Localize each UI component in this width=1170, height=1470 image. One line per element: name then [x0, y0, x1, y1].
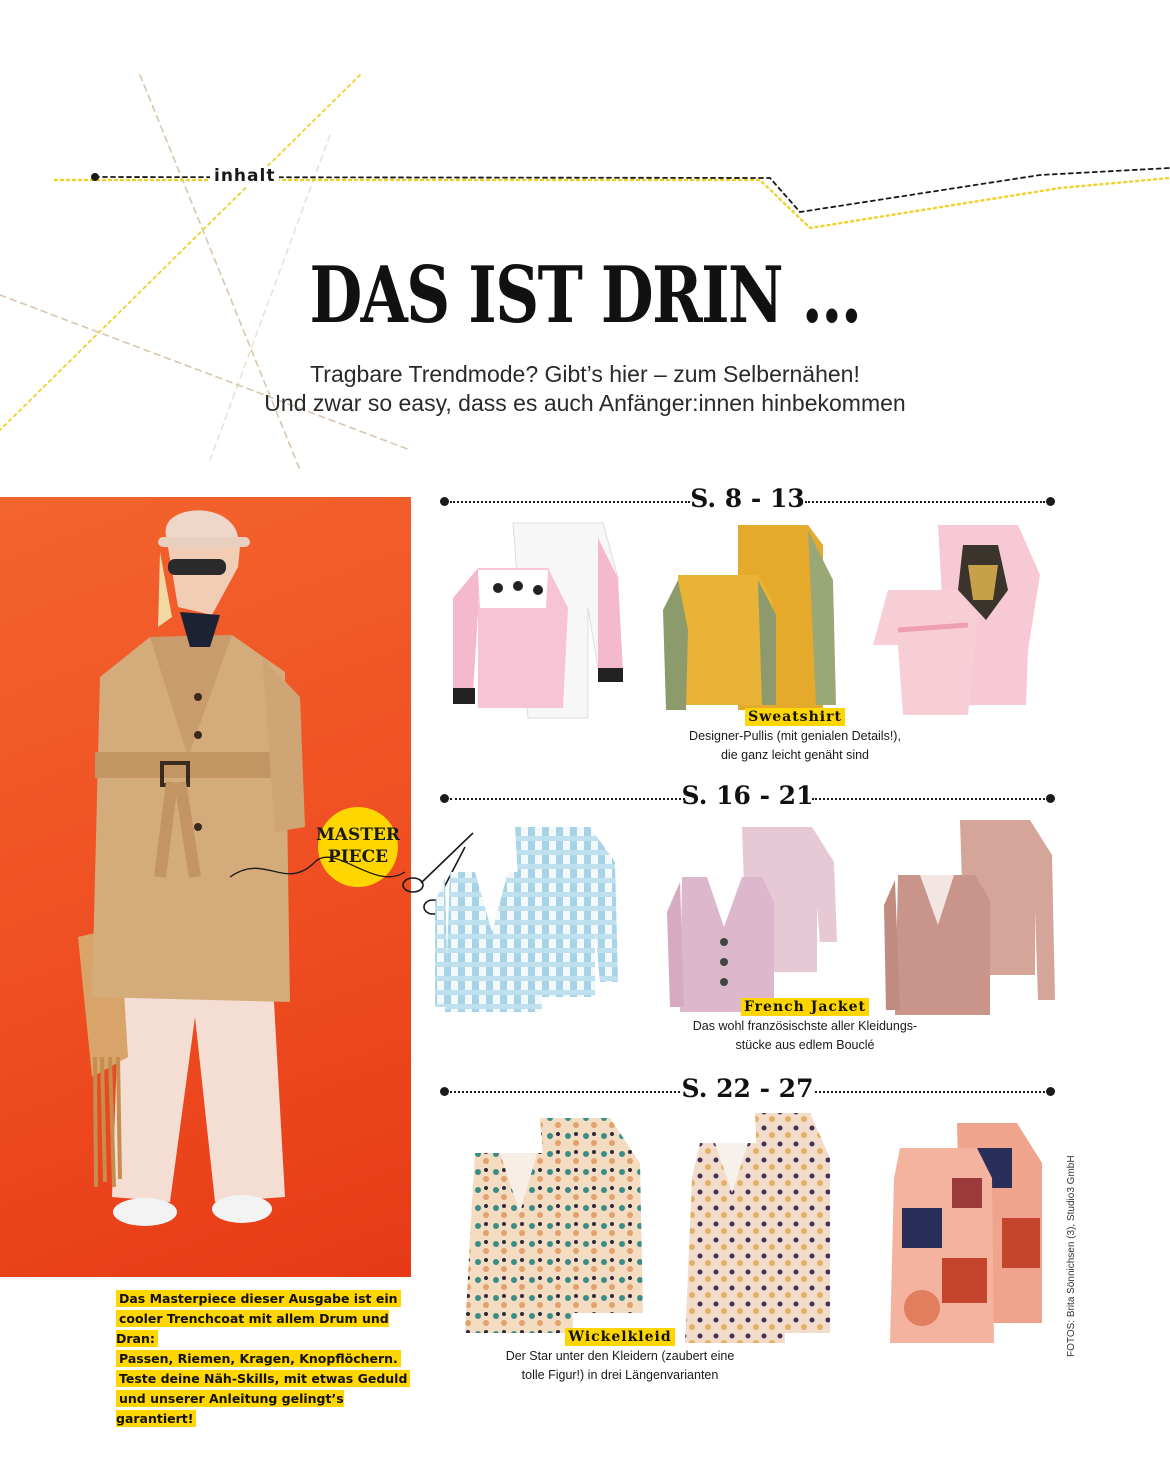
badge-line-1: MASTER	[315, 825, 401, 845]
photo-credit: FOTOS: Brita Sönnichsen (3), Studio3 GmbH	[1066, 1155, 1077, 1357]
item-desc-line-2: die ganz leicht genäht sind	[720, 748, 870, 762]
product-jacket-lilac	[662, 822, 852, 1017]
masterpiece-caption	[116, 1289, 416, 1429]
badge-line-2: PIECE	[327, 847, 389, 867]
item-desc-line-1: Der Star unter den Kleidern (zaubert eine	[505, 1349, 735, 1363]
page-range-label: S. 16 - 21	[681, 781, 814, 810]
subtitle-line-1: Tragbare Trendmode? Gibt’s hier – zum Selbernähen!	[310, 361, 860, 387]
product-tshirt-tiger-patch	[868, 520, 1048, 720]
section-tag: inhalt	[210, 166, 279, 186]
item-desc-line-2: stücke aus edlem Bouclé	[735, 1038, 875, 1052]
page-range-header-3	[440, 1074, 1055, 1104]
page-range-label: S. 8 - 13	[690, 484, 805, 513]
product-wrap-dress-geometric	[882, 1118, 1047, 1348]
page-range-label: S. 22 - 27	[681, 1074, 814, 1103]
item-desc-line-1: Das wohl französischste aller Kleidungs-	[692, 1019, 918, 1033]
masterpiece-hero-photo	[0, 497, 411, 1277]
product-sweatshirt-mustard	[658, 520, 848, 720]
section-caption-3	[465, 1328, 775, 1385]
caption-line: Das Masterpiece dieser Ausgabe ist ein	[116, 1290, 401, 1307]
product-jacket-boucle-rose	[880, 815, 1060, 1015]
item-title: Sweatshirt	[745, 708, 845, 726]
caption-line: Teste deine Näh-Skills, mit etwas Geduld	[116, 1370, 410, 1387]
page-subtitle	[0, 360, 1170, 418]
page-title: DAS IST DRIN ...	[309, 250, 861, 341]
section-caption-2	[660, 998, 950, 1055]
product-sweatshirt-pink	[438, 518, 628, 728]
item-desc-line-1: Designer-Pullis (mit genialen Details!),	[689, 729, 901, 743]
item-desc-line-2: tolle Figur!) in drei Längenvarianten	[521, 1368, 719, 1382]
product-wrap-dress-short	[455, 1113, 655, 1343]
product-wrap-dress-long	[680, 1108, 840, 1348]
caption-line: und unserer Anleitung gelingt’s garantiert!	[116, 1391, 344, 1426]
caption-line: cooler Trenchcoat mit allem Drum und Dran:	[116, 1311, 389, 1346]
section-caption-1	[660, 708, 930, 765]
page-range-header-2	[440, 781, 1055, 811]
caption-line: Passen, Riemen, Kragen, Knopflöchern.	[116, 1350, 401, 1367]
page-range-header-1	[440, 484, 1055, 514]
item-title: Wickelkleid	[565, 1328, 674, 1346]
item-title: French Jacket	[741, 998, 869, 1016]
subtitle-line-2: Und zwar so easy, dass es auch Anfänger:innen hinbekommen	[264, 390, 906, 416]
masterpiece-badge	[225, 792, 411, 922]
product-jacket-checked	[430, 822, 630, 1017]
